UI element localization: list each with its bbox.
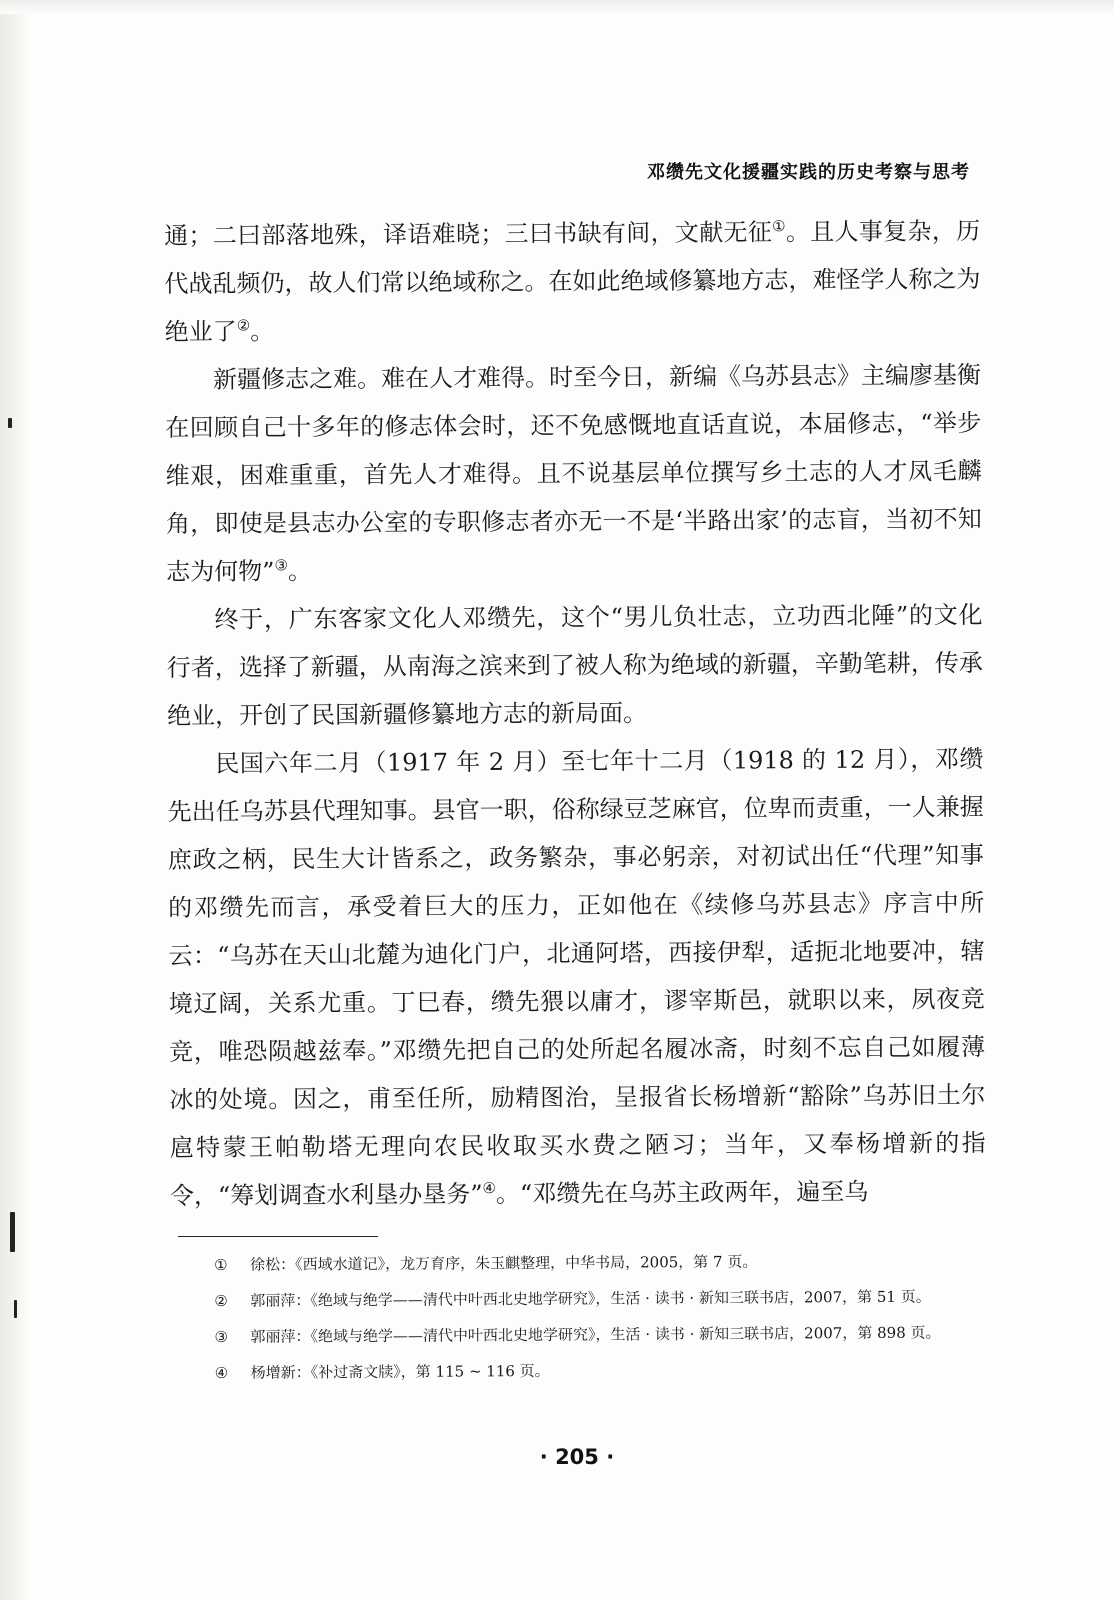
scan-speck — [8, 418, 12, 428]
scan-left-edge — [0, 0, 28, 1600]
paragraph-text: 通；二曰部落地殊，译语难晓；三曰书缺有间，文献无征 — [164, 218, 773, 250]
body-text — [164, 207, 986, 1220]
footnote-reference[interactable]: ① — [772, 217, 786, 236]
scan-top-edge — [0, 0, 1114, 14]
paragraph — [164, 207, 981, 356]
footnote-text: 郭丽萍：《绝域与绝学——清代中叶西北史地学研究》，生活 · 读书 · 新知三联书店，2007，第 898 页。 — [250, 1323, 941, 1346]
footnote-text: 杨增新：《补过斋文牍》，第 115 ~ 116 页。 — [250, 1361, 550, 1382]
paragraph-text: 。 — [250, 317, 275, 346]
paragraph — [167, 735, 986, 1220]
footnote — [210, 1317, 980, 1352]
footnote-text: 徐松：《西域水道记》，龙万育序，朱玉麒整理，中华书局，2005，第 7 页。 — [250, 1252, 758, 1274]
footnote — [210, 1245, 980, 1280]
paragraph-text: 终于，广东客家文化人邓缵先，这个“男儿负壮志，立功西北陲”的文化行者，选择了新疆，从南海之滨来到了被人称为绝域的新疆，辛勤笔耕，传承绝业，开创了民国新疆修纂地方志的新局面。 — [166, 601, 983, 730]
footnote-reference[interactable]: ③ — [274, 556, 288, 575]
footnote-mark: ② — [214, 1291, 228, 1310]
footnote-divider — [178, 1236, 378, 1237]
paragraph — [166, 591, 983, 740]
footnote-reference[interactable]: ④ — [482, 1178, 497, 1198]
paragraph-text: 民国六年二月（1917 年 2 月）至七年十二月（1918 的 12 月），邓缵先出任乌苏县代理知事。县官一职，俗称绿豆芝麻官，位卑而责重，一人兼握庶政之柄，民生大计皆系之，政务繁杂，事必躬亲，对初试出任“代理”知事的邓缵先而言，承受着巨大的压力，正如他在《续修乌苏县志》序言中所云：“乌苏在天山北麓为迪化门户，北通阿塔，西接伊犁，适扼北地要冲，辖境辽阔，关系尤重。丁巳春，缵先猥以庸才，谬宰斯邑，就职以来，夙夜竞竞，唯恐陨越兹奉。”邓缵先把自己的处所起名履冰斋，时刻不忘自己如履薄冰的处境。因之，甫至任所，励精图治，呈报省长杨增新“豁除”乌苏旧土尔扈特蒙王帕勒塔无理向农民收取买水费之陋习；当年，又奉杨增新的指令，“筹划调查水利垦办垦务” — [167, 745, 986, 1210]
footnote — [211, 1353, 981, 1388]
paragraph-text: 。 — [287, 557, 313, 586]
footnote-mark: ① — [214, 1255, 228, 1274]
footnote — [210, 1281, 980, 1316]
footnote-text: 郭丽萍：《绝域与绝学——清代中叶西北史地学研究》，生活 · 读书 · 新知三联书店，2007，第 51 页。 — [250, 1287, 931, 1310]
footnotes — [210, 1245, 981, 1394]
footnote-reference[interactable]: ② — [236, 316, 251, 335]
paragraph — [165, 351, 982, 596]
footnote-mark: ④ — [214, 1363, 229, 1382]
paragraph-text: 新疆修志之难。难在人才难得。时至今日，新编《乌苏县志》主编廖基衡在回顾自己十多年的修志体会时，还不免感慨地直话直说，本届修志，“举步维艰，困难重重，首先人才难得。且不说基层单位撰写乡土志的人才凤毛麟角，即使是县志办公室的专职修志者亦无一不是‘半路出家’的志盲，当初不知志为何物” — [165, 361, 982, 586]
scan-speck — [10, 1212, 15, 1252]
footnote-mark: ③ — [214, 1327, 229, 1346]
paragraph-text: 。“邓缵先在乌苏主政两年，遍至乌 — [495, 1177, 869, 1208]
page-number: · 205 · — [539, 1445, 615, 1469]
scan-speck — [14, 1300, 17, 1318]
running-header: 邓缵先文化援疆实践的历史考察与思考 — [647, 162, 970, 183]
paragraph-text: 。且人事复杂，历代战乱频仍，故人们常以绝域称之。在如此绝域修纂地方志，难怪学人称之为绝业了 — [164, 217, 981, 346]
